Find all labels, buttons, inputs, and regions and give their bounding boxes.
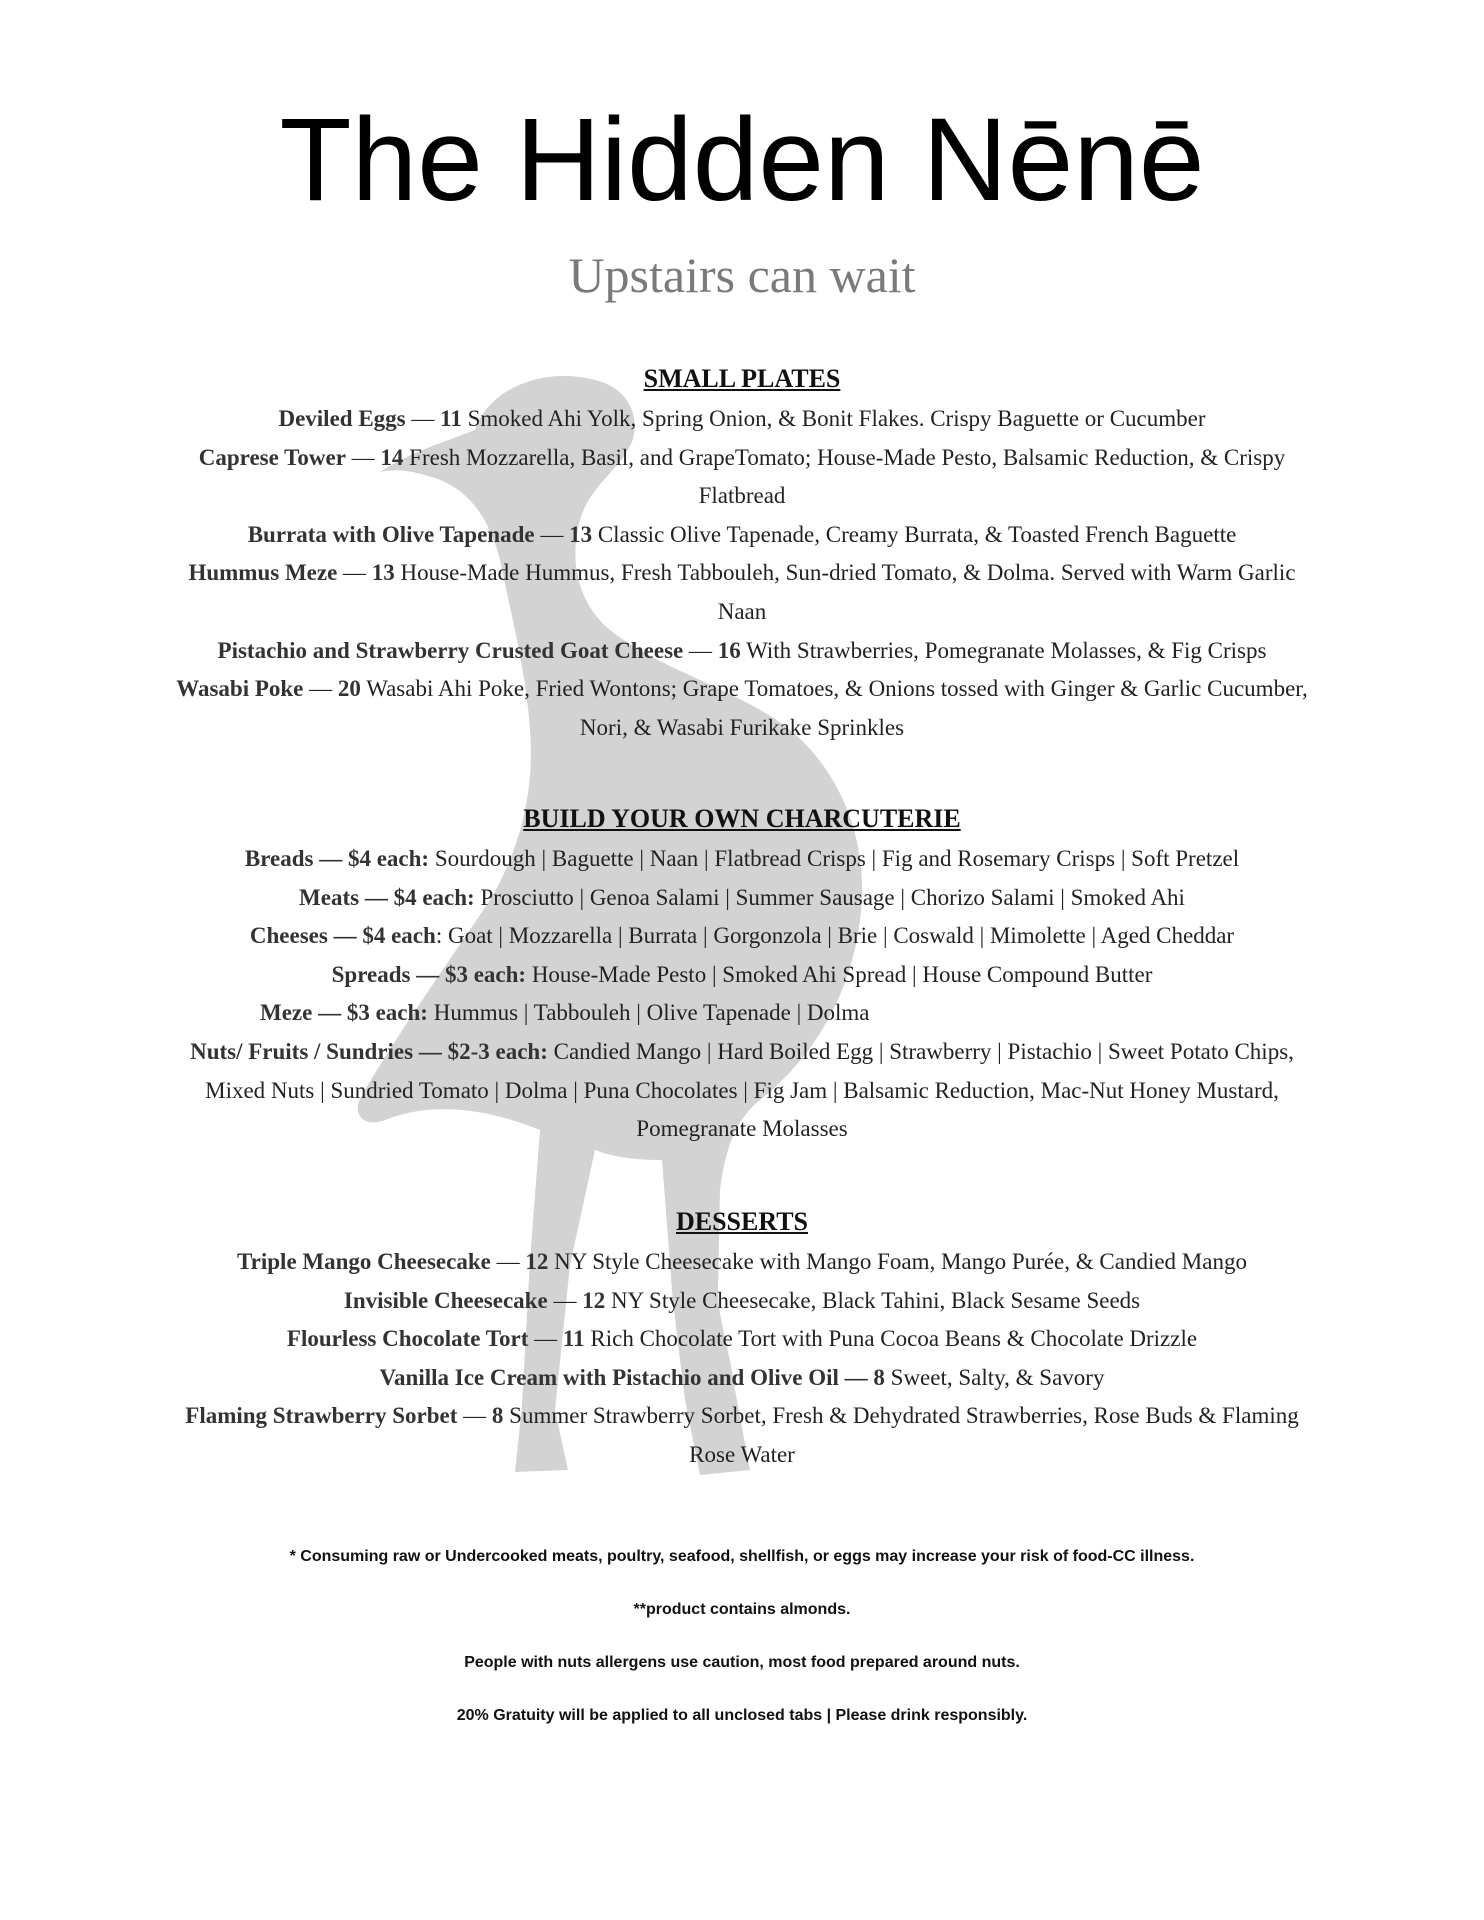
menu-item [170,879,1314,918]
item-separator: — [534,521,570,547]
menu-item [170,956,1314,995]
menu-item [170,554,1314,631]
item-price: 12 [525,1249,549,1274]
item-separator: — [345,444,381,470]
item-description: Smoked Ahi Yolk, Spring Onion, & Bonit Flakes. Crispy Baguette or Cucumber [461,406,1206,431]
item-name: Triple Mango Cheesecake [237,1249,491,1274]
item-price: $4 each [362,923,436,949]
item-separator: — [413,1038,448,1064]
item-separator: — [528,1326,563,1352]
item-name: Pistachio and Strawberry Crusted Goat Cheese [217,637,684,663]
item-price: 12 [582,1287,606,1313]
item-description: Rich Chocolate Tort with Puna Cocoa Beans & Chocolate Drizzle [584,1326,1198,1352]
nut-allergen-notice: People with nuts allergens use caution, most food prepared around nuts. [464,1654,1020,1671]
item-separator: — [303,676,338,702]
item-separator: — [683,637,718,663]
raw-food-warning: * Consuming raw or Undercooked meats, poultry, seafood, shellfish, or eggs may increase your risk of food-CC illness. [289,1548,1195,1565]
item-name: Nuts/ Fruits / Sundries [190,1038,414,1064]
item-name: Flourless Chocolate Tort [286,1326,529,1352]
item-name: Cheeses [249,923,328,949]
menu-item [170,994,1314,1033]
item-price: 16 [717,637,741,663]
item-description: Hummus | Tabbouleh | Olive Tapenade | Dolma [427,1000,870,1026]
gratuity-notice: 20% Gratuity will be applied to all unclosed tabs | Please drink responsibly. [456,1707,1028,1724]
item-name: Deviled Eggs [278,406,406,431]
item-separator: — [313,846,348,871]
item-price: 8 [491,1403,504,1429]
item-description: Sourdough | Baguette | Naan | Flatbread Crisps | Fig and Rosemary Crisps | Soft Pretzel [429,846,1240,871]
item-price: 13 [569,521,593,547]
item-price: 11 [440,406,462,431]
item-separator: — [312,1000,347,1026]
menu-item [170,632,1314,671]
menu-item [170,1282,1314,1321]
item-price: 14 [380,444,404,470]
item-name: Invisible Cheesecake [343,1287,548,1313]
item-name: Wasabi Poke [176,676,304,702]
item-name: Meze [260,1000,313,1026]
item-name: Flaming Strawberry Sorbet [185,1403,458,1429]
menu-item [170,917,1314,956]
item-description: Wasabi Ahi Poke, Fried Wontons; Grape Tomatoes, & Onions tossed with Ginger & Garlic Cucumber, Nori, & Wasabi Furikake Sprinkles [360,676,1308,740]
item-price: $3 each: [444,961,527,987]
menu-item [170,1397,1314,1474]
item-price: $2-3 each: [447,1038,548,1064]
menu-item [170,439,1314,516]
section-heading-desserts: DESSERTS [675,1207,809,1236]
item-name: Caprese Tower [198,444,346,470]
item-price: 20 [337,676,361,702]
item-separator: — [359,884,394,910]
menu-item [170,840,1314,879]
item-description: Summer Strawberry Sorbet, Fresh & Dehydrated Strawberries, Rose Buds & Flaming Rose Water [503,1403,1299,1467]
menu-item [170,1359,1314,1398]
item-price: $3 each: [346,1000,428,1026]
item-description: With Strawberries, Pomegranate Molasses, & Fig Crisps [740,637,1267,663]
item-description: Classic Olive Tapenade, Creamy Burrata, & Toasted French Baguette [592,521,1237,547]
item-name: Vanilla Ice Cream with Pistachio and Olive Oil [379,1364,839,1390]
item-name: Hummus Meze [188,560,338,586]
item-description: Prosciutto | Genoa Salami | Summer Sausage | Chorizo Salami | Smoked Ahi [474,884,1185,910]
item-price: 13 [371,560,395,586]
item-name: Breads [244,846,314,871]
item-separator: — [337,560,372,586]
item-separator: — [490,1249,526,1274]
menu-item [170,670,1314,747]
item-price: $4 each: [347,846,430,871]
item-description: House-Made Pesto | Smoked Ahi Spread | House Compound Butter [526,961,1153,987]
item-price: $4 each: [393,884,475,910]
item-separator: — [838,1364,874,1390]
menu-item [170,1033,1314,1149]
item-description: Fresh Mozzarella, Basil, and GrapeTomato; House-Made Pesto, Balsamic Reduction, & Crispy Flatbread [403,444,1286,509]
desserts-section [170,1203,1314,1475]
section-heading-small-plates: SMALL PLATES [643,364,841,393]
item-name: Burrata with Olive Tapenade [247,521,535,547]
section-heading-charcuterie: BUILD YOUR OWN CHARCUTERIE [523,804,961,833]
item-separator: — [405,406,441,431]
item-description: Sweet, Salty, & Savory [884,1364,1105,1390]
item-description: NY Style Cheesecake, Black Tahini, Black Sesame Seeds [605,1287,1141,1313]
item-description: House-Made Hummus, Fresh Tabbouleh, Sun-dried Tomato, & Dolma. Served with Warm Garlic Naan [394,560,1296,624]
item-description: : Goat | Mozzarella | Burrata | Gorgonzola | Brie | Coswald | Mimolette | Aged Cheddar [435,923,1235,949]
item-separator: — [327,923,363,949]
item-description: NY Style Cheesecake with Mango Foam, Mango Purée, & Candied Mango [548,1249,1247,1274]
item-separator: — [457,1403,492,1429]
footer-notes [0,1547,1484,1759]
almond-notice: **product contains almonds. [633,1601,851,1618]
item-price: 8 [873,1364,885,1390]
menu-item [170,516,1314,555]
small-plates-section [170,360,1314,747]
item-description: Candied Mango | Hard Boiled Egg | Strawberry | Pistachio | Sweet Potato Chips, Mixed Nuts | Sundried Tomato | Dolma | Puna Chocolates | Fig Jam | Balsamic Reduction, Mac-Nut Honey Mustard, Pomegranate Molasses [205,1038,1294,1142]
item-name: Spreads [331,961,411,987]
menu-item [170,1243,1314,1282]
menu-item [170,1320,1314,1359]
menu-item [170,400,1314,439]
tagline: Upstairs can wait [568,247,916,303]
item-name: Meats [299,884,360,910]
item-price: 11 [562,1326,585,1352]
item-separator: — [410,961,445,987]
charcuterie-section [170,800,1314,1149]
item-separator: — [547,1287,583,1313]
restaurant-title: The Hidden Nēnē [279,94,1205,226]
